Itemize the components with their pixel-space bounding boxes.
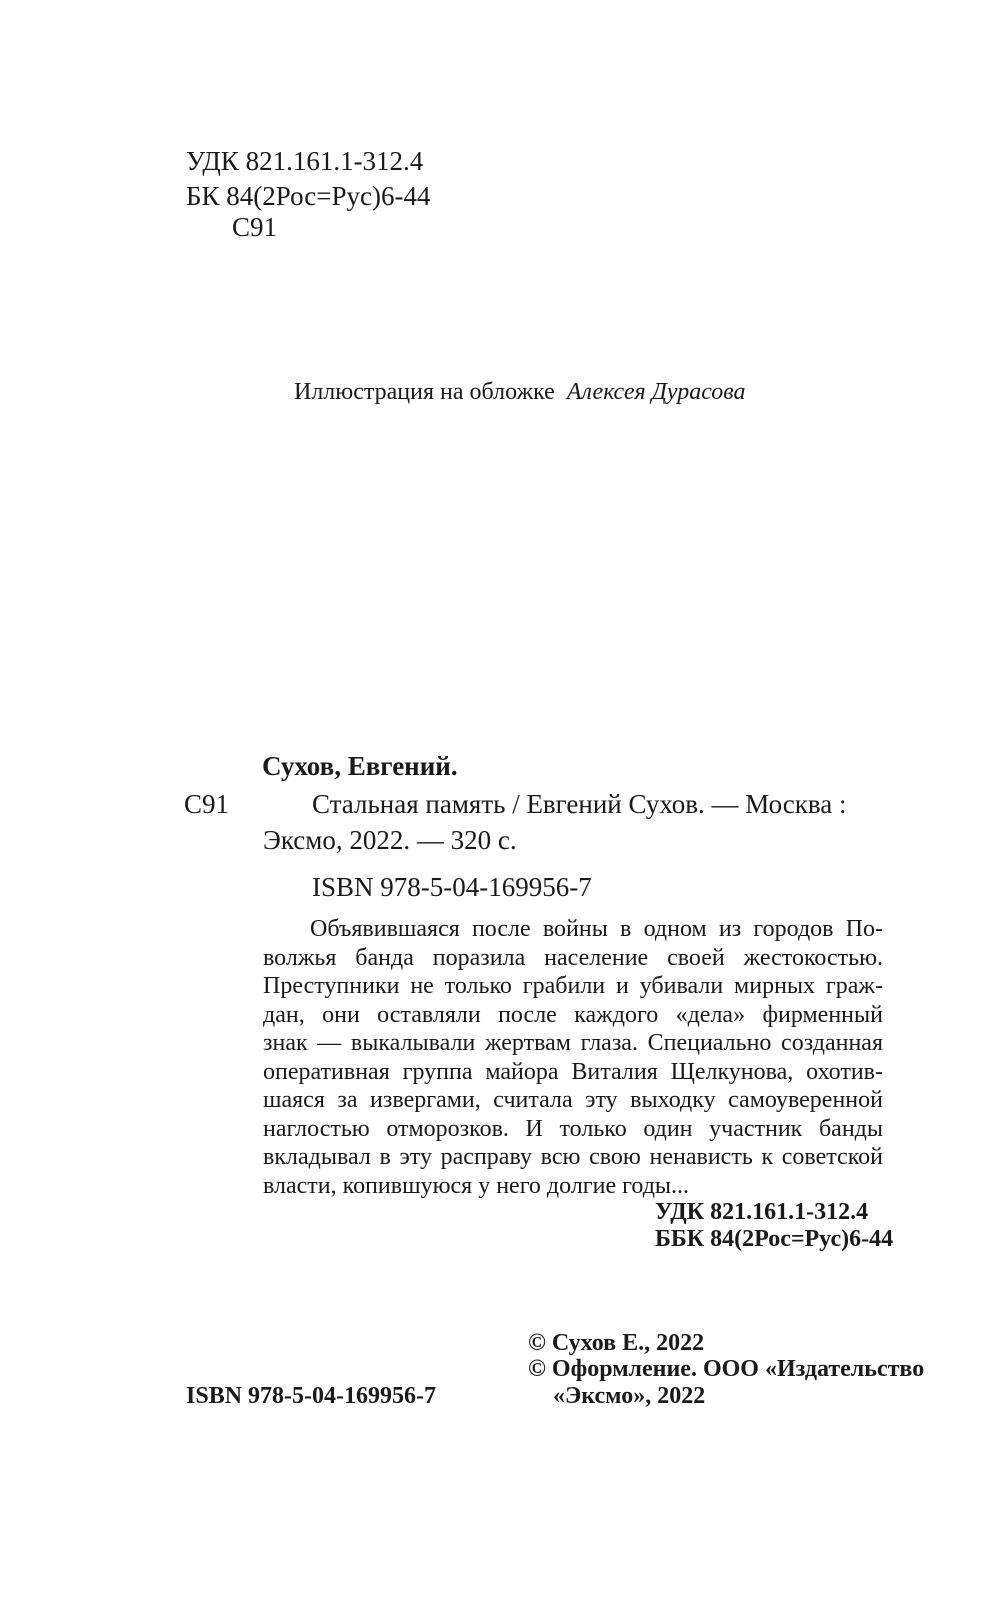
illustration-prefix: Иллюстрация на обложке bbox=[294, 379, 555, 405]
copyright-publisher: «Эксмо», 2022 bbox=[553, 1383, 706, 1409]
annotation bbox=[263, 915, 883, 1200]
annotation-line: волжья банда поразила население своей жестокостью. bbox=[263, 944, 883, 971]
copyright-design: © Оформление. ООО «Издательство bbox=[528, 1356, 925, 1382]
annotation-line: оперативная группа майора Виталия Щелкунова, охотив- bbox=[263, 1058, 883, 1085]
author-heading: Сухов, Евгений. bbox=[262, 751, 458, 781]
annotation-line: Объявившаяся после войны в одном из городов По- bbox=[310, 916, 883, 942]
illustration-artist: Алексея Дурасова bbox=[566, 379, 746, 405]
annotation-line: Преступники не только грабили и убивали мирных граж- bbox=[263, 973, 883, 999]
udk-top: УДК 821.161.1-312.4 bbox=[186, 146, 424, 176]
annotation-line: дан, они оставляли после каждого «дела» фирменный bbox=[263, 1001, 883, 1028]
isbn-catalog: ISBN 978-5-04-169956-7 bbox=[312, 872, 592, 902]
isbn-bottom: ISBN 978-5-04-169956-7 bbox=[186, 1383, 436, 1409]
annotation-line: наглостью отморозков. И только один участник банды bbox=[263, 1115, 883, 1142]
annotation-line: знак — выкалывали жертвам глаза. Специально созданная bbox=[263, 1030, 883, 1056]
author-code-catalog: С91 bbox=[184, 789, 230, 819]
bbk-bottom: ББК 84(2Рос=Рус)6-44 bbox=[655, 1226, 894, 1252]
bbk-top: БК 84(2Рос=Рус)6-44 bbox=[186, 181, 431, 211]
title-line-1: Стальная память / Евгений Сухов. — Москва : bbox=[312, 789, 847, 819]
author-code-top: С91 bbox=[232, 212, 278, 242]
annotation-line: вкладывал в эту расправу всю свою ненависть к советской bbox=[263, 1144, 883, 1170]
annotation-line: шаяся за извергами, считала эту выходку самоуверенной bbox=[263, 1087, 883, 1113]
copyright-author: © Сухов Е., 2022 bbox=[528, 1330, 705, 1356]
udk-bottom: УДК 821.161.1-312.4 bbox=[655, 1199, 869, 1225]
title-line-2: Эксмо, 2022. — 320 с. bbox=[263, 825, 517, 855]
illustration-credit bbox=[294, 380, 746, 404]
annotation-line: власти, копившуюся у него долгие годы... bbox=[263, 1172, 690, 1199]
